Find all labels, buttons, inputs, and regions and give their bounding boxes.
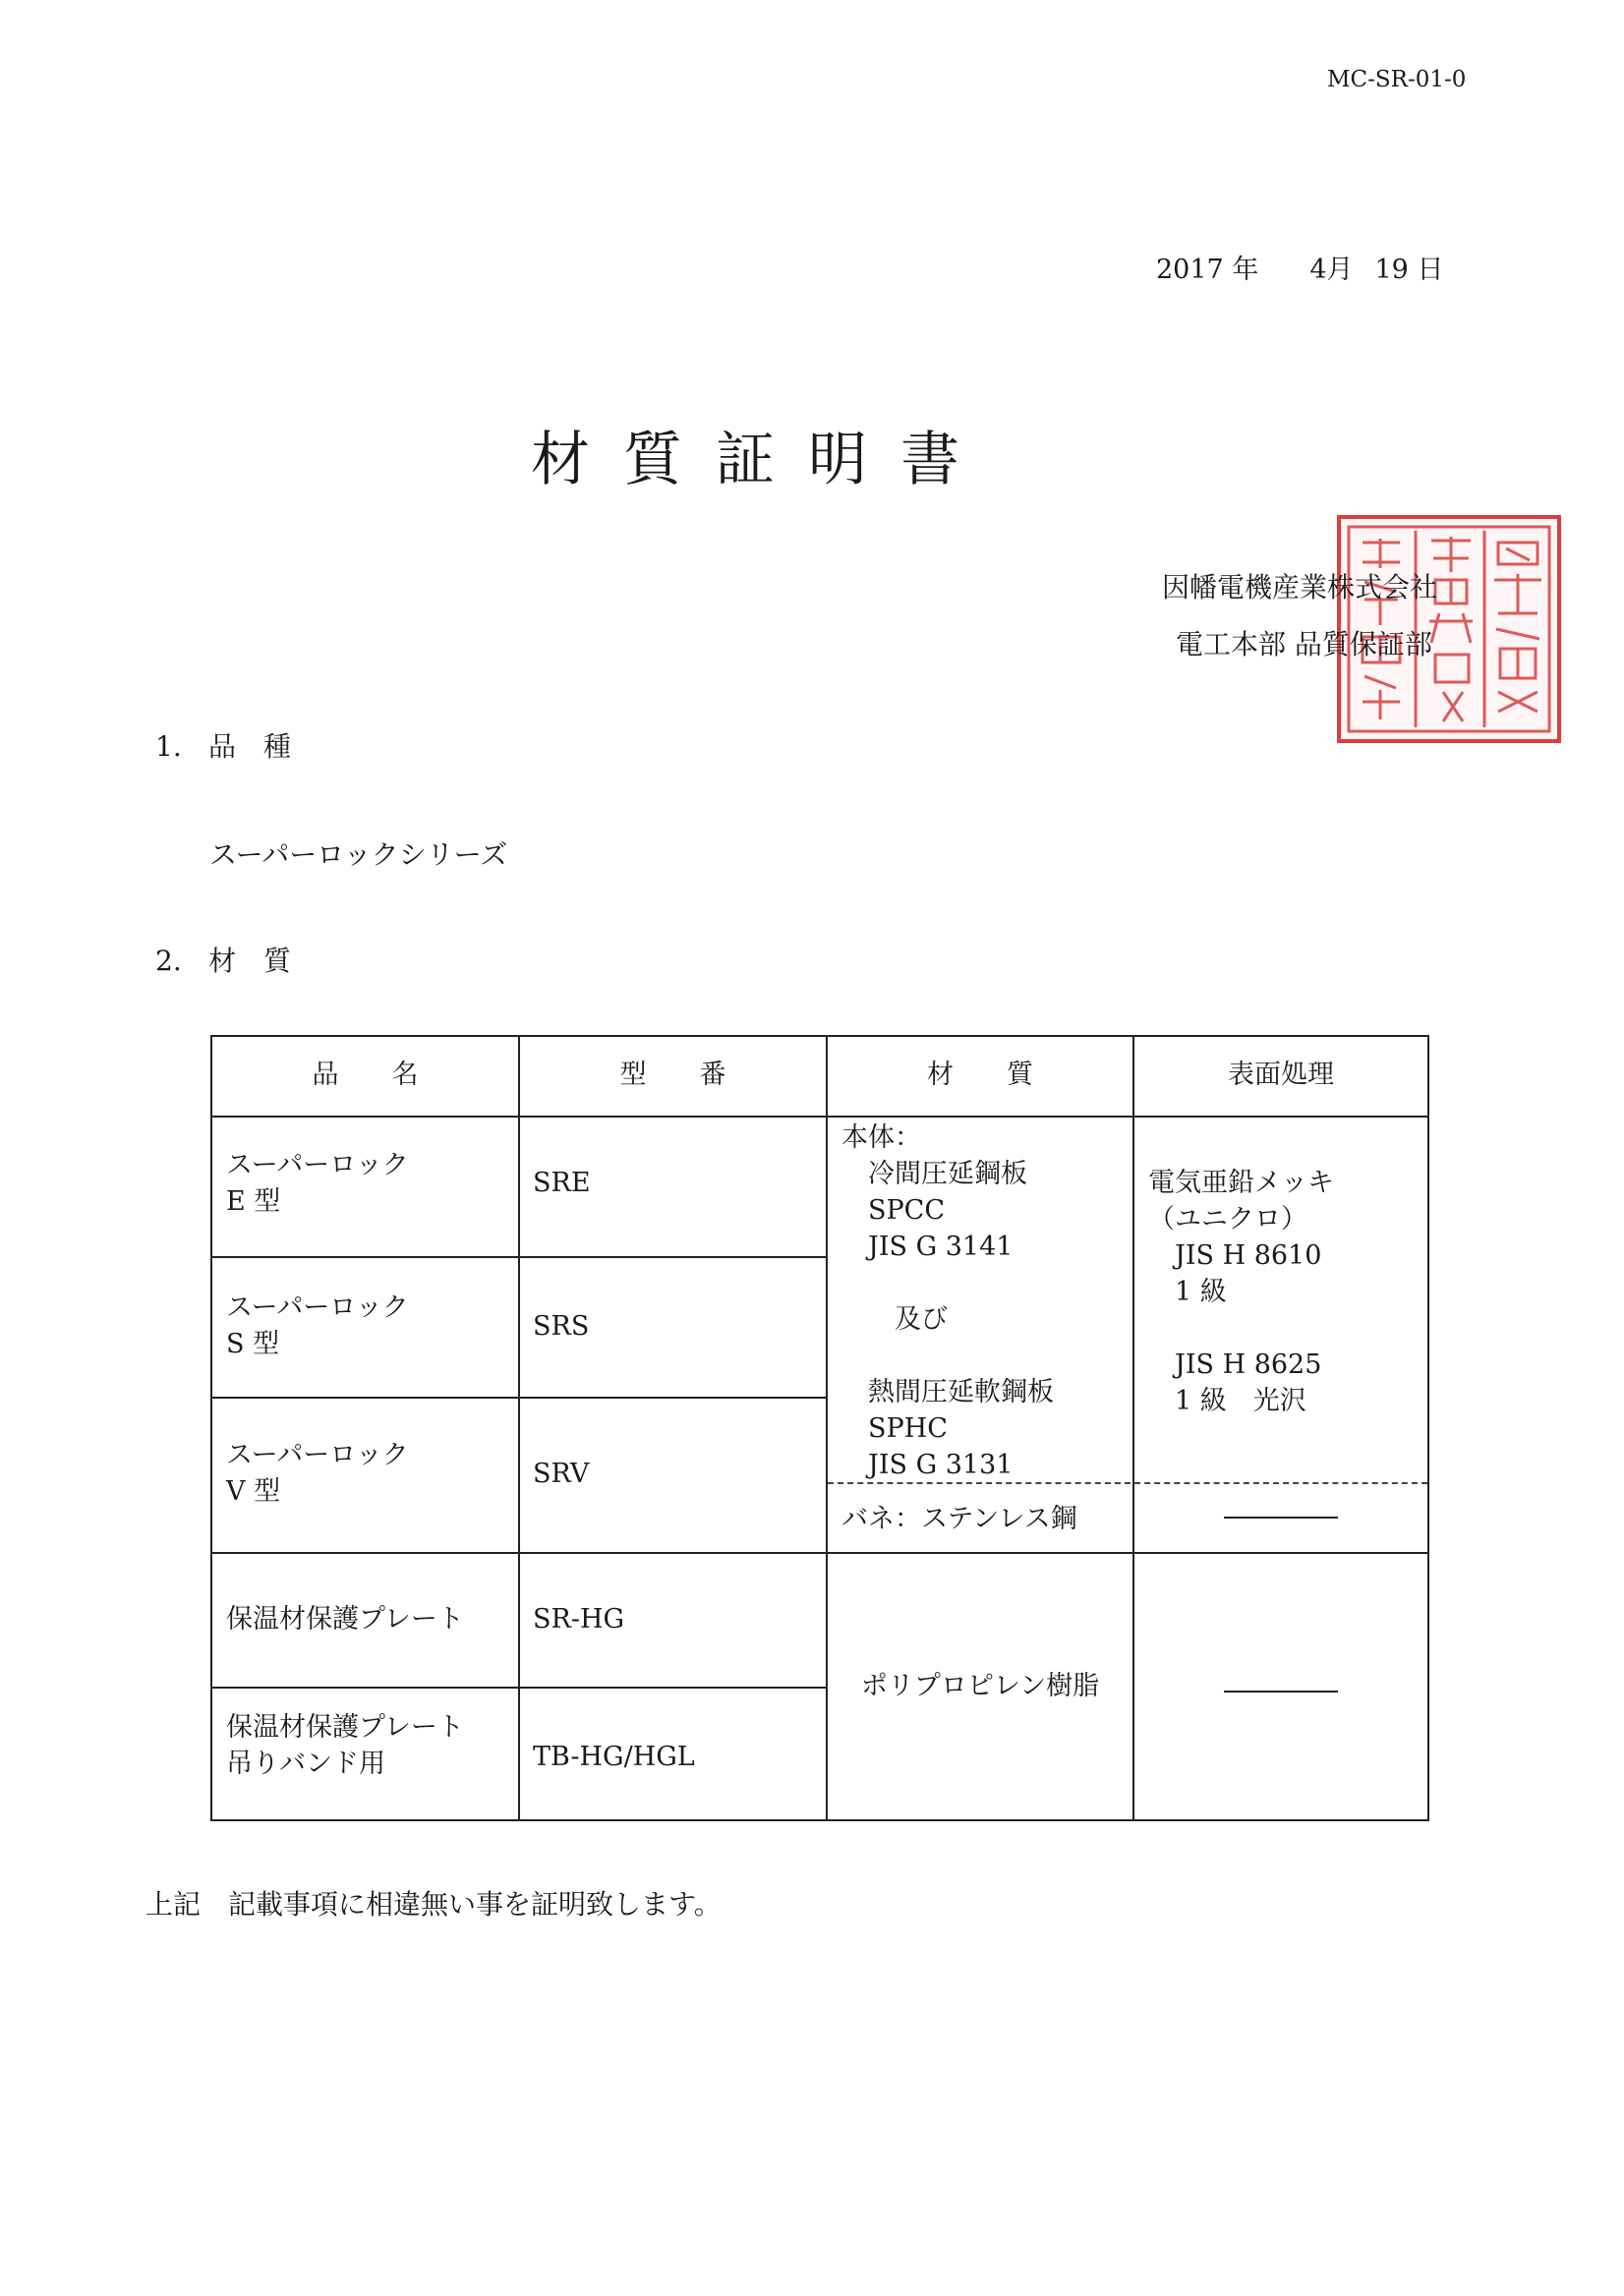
table-row-name: 保温材保護プレート 吊りバンド用 — [226, 1712, 464, 1779]
date-month: 4 — [1309, 255, 1327, 285]
date-day: 19 — [1374, 255, 1409, 285]
product-series: スーパーロックシリーズ — [209, 838, 508, 871]
document-title: 材質証明書 — [531, 426, 993, 494]
header-surface-treatment: 表面処理 — [1228, 1060, 1334, 1090]
issue-date — [1156, 248, 1443, 286]
table-row-name: 保温材保護プレート — [226, 1604, 464, 1635]
surface-spring-not-applicable — [1224, 1517, 1338, 1519]
date-month-unit: 月 — [1326, 255, 1354, 285]
table-row-name: スーパーロック E 型 — [226, 1150, 409, 1217]
header-product-name: 品 名 — [312, 1060, 419, 1090]
table-row-model: TB-HG/HGL — [533, 1742, 695, 1772]
material-spring-spec: バネ：ステンレス鋼 — [841, 1504, 1077, 1534]
section-number: 1. — [155, 730, 182, 763]
date-year: 2017 — [1156, 255, 1224, 285]
section-heading-material — [155, 940, 297, 979]
section-label: 品 種 — [208, 730, 292, 763]
date-year-unit: 年 — [1232, 255, 1259, 285]
header-model-number: 型 番 — [619, 1060, 726, 1090]
issuer-company: 因幡電機産業株式会社 — [1162, 571, 1438, 603]
surface-body-spec: 電気亜鉛メッキ （ユニクロ） JIS H 8610 1 級 JIS H 8625 1 級 光沢 — [1148, 1168, 1334, 1416]
section-heading-product — [155, 725, 297, 765]
document-number: MC-SR-01-0 — [1327, 67, 1467, 92]
issuer-department: 電工本部 品質保証部 — [1176, 628, 1432, 660]
table-row-name: スーパーロック S 型 — [226, 1292, 409, 1359]
table-row-model: SR-HG — [533, 1604, 625, 1635]
date-day-unit: 日 — [1417, 255, 1444, 285]
table-row-model: SRV — [533, 1459, 590, 1489]
table-row-model: SRS — [533, 1311, 590, 1342]
surface-plate-not-applicable — [1224, 1691, 1338, 1693]
table-row-name: スーパーロック V 型 — [226, 1440, 409, 1507]
section-label: 材 質 — [208, 945, 292, 977]
header-material: 材 質 — [927, 1060, 1033, 1090]
table-row-model: SRE — [533, 1168, 591, 1198]
certification-statement: 上記 記載事項に相違無い事を証明致します。 — [145, 1888, 722, 1921]
material-table — [210, 1035, 1429, 1821]
material-plate-spec: ポリプロピレン樹脂 — [860, 1671, 1100, 1701]
section-number: 2. — [155, 945, 182, 977]
material-body-spec: 本体： 冷間圧延鋼板 SPCC JIS G 3141 及び 熱間圧延軟鋼板 SPHC JIS G 3131 — [841, 1122, 1054, 1480]
